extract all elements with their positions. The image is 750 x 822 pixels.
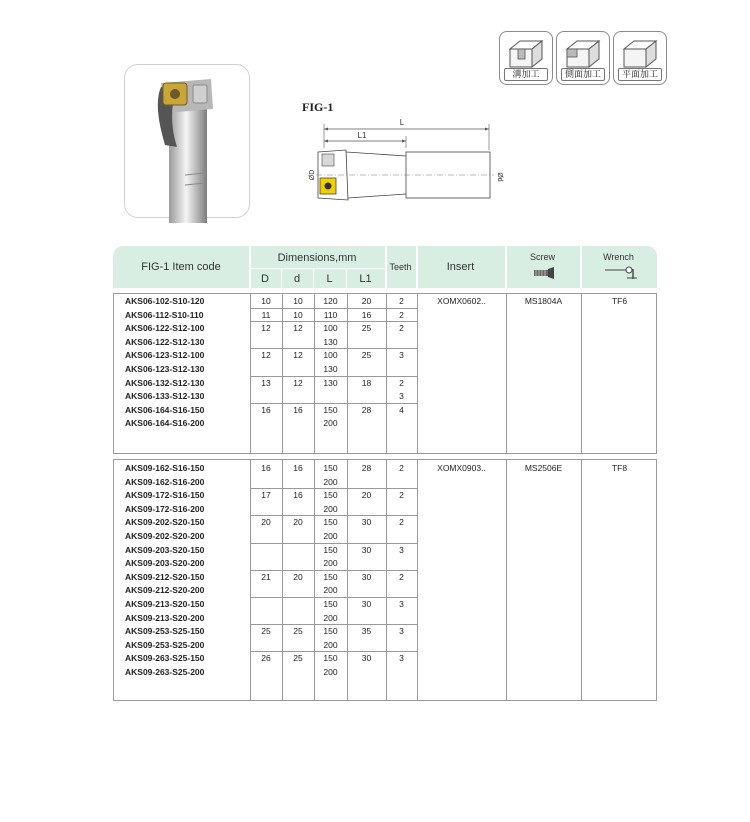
table-row	[114, 404, 656, 417]
cell-L: 100	[323, 350, 338, 361]
cell-teeth: 2	[399, 323, 404, 334]
dim-L-label: L	[399, 118, 405, 127]
cell-L: 200	[323, 667, 338, 677]
item-code: AKS06-123-S12-100	[125, 350, 205, 361]
flat-block-icon	[620, 35, 660, 69]
figure-label: FIG-1	[302, 100, 334, 114]
cell-L: 150	[323, 404, 338, 415]
table-row	[114, 544, 656, 557]
table-row	[114, 598, 656, 611]
item-code: AKS09-212-S20-150	[125, 571, 205, 582]
cell-L1: 30	[361, 571, 372, 582]
item-code: AKS06-132-S12-130	[125, 377, 205, 388]
header-item-code: FIG-1 Item code	[141, 261, 221, 273]
cell-teeth: 3	[399, 350, 404, 361]
cell-teeth: 2	[399, 309, 404, 320]
item-code: AKS09-162-S16-200	[125, 476, 205, 487]
cell-L: 150	[323, 463, 338, 473]
header-col-L: L	[326, 273, 333, 285]
cell-D: 10	[261, 296, 271, 306]
cell-teeth: 2	[399, 377, 404, 388]
cell-L1: 30	[361, 599, 372, 609]
cell-d: 25	[293, 653, 303, 664]
screw-icon	[533, 266, 557, 280]
wrench-icon	[603, 266, 639, 280]
cell-L1: 25	[361, 323, 372, 334]
item-code: AKS06-133-S12-130	[125, 391, 205, 402]
table-row	[114, 309, 656, 322]
cell-D: 21	[261, 571, 271, 582]
cell-L: 200	[323, 503, 338, 514]
item-code: AKS09-263-S25-200	[125, 667, 205, 677]
cell-d: 20	[293, 571, 303, 582]
table-row	[114, 652, 656, 665]
badge-slot	[499, 31, 553, 85]
cell-D: 13	[261, 377, 271, 388]
cell-D: 25	[261, 626, 271, 637]
table-group-aks06	[113, 293, 657, 454]
cell-d: 12	[293, 350, 303, 361]
cell-L: 200	[323, 612, 338, 623]
product-photo	[124, 64, 250, 218]
cell-L: 200	[323, 558, 338, 569]
cell-L1: 18	[361, 377, 372, 388]
cell-teeth: 2	[399, 463, 404, 473]
dimension-drawing	[296, 112, 503, 212]
item-code: AKS09-212-S20-200	[125, 585, 205, 596]
table-row	[114, 612, 656, 625]
table-header	[113, 246, 657, 288]
header-wrench: Wrench	[603, 252, 634, 262]
header-dimensions: Dimensions,mm	[277, 252, 357, 264]
cell-L1: 25	[361, 350, 372, 361]
item-code: AKS09-213-S20-200	[125, 612, 205, 623]
cell-screw: MS2506E	[524, 463, 563, 473]
cell-d: 12	[293, 377, 303, 388]
cell-L1: 30	[361, 653, 372, 664]
item-code: AKS06-122-S12-130	[125, 336, 205, 347]
item-code: AKS09-203-S20-200	[125, 558, 205, 569]
table-row	[114, 336, 656, 349]
cell-L: 130	[323, 336, 338, 347]
cell-L: 150	[323, 517, 338, 528]
cell-D: 12	[261, 350, 271, 361]
cell-L1: 30	[361, 544, 372, 555]
cell-d: 20	[293, 517, 303, 528]
table-row	[114, 571, 656, 584]
item-code: AKS09-202-S20-200	[125, 531, 205, 541]
header-col-d: d	[293, 273, 301, 285]
cell-D: 26	[261, 653, 271, 664]
table-row	[114, 417, 656, 430]
item-code: AKS06-164-S16-200	[125, 418, 205, 429]
cell-D: 17	[261, 490, 271, 501]
cell-L: 150	[323, 544, 338, 555]
cell-screw: MS1804A	[524, 296, 563, 306]
table-group-aks09	[113, 459, 657, 701]
cell-wrench: TF8	[611, 463, 628, 473]
cell-teeth: 4	[399, 404, 404, 415]
dim-L1-label: L1	[357, 131, 367, 140]
cell-L: 200	[323, 476, 338, 487]
item-code: AKS09-253-S25-200	[125, 639, 205, 650]
cell-L: 150	[323, 571, 338, 582]
cell-D: 20	[261, 517, 271, 528]
table-row	[114, 390, 656, 403]
cell-insert: XOMX0903..	[437, 463, 486, 473]
cell-D: 16	[261, 463, 271, 473]
cell-teeth: 3	[399, 626, 404, 637]
item-code: AKS06-122-S12-100	[125, 323, 205, 334]
cell-D: 16	[261, 404, 271, 415]
table-row	[114, 476, 656, 489]
cell-L1: 16	[361, 309, 372, 320]
cell-d: 16	[293, 490, 303, 501]
cell-d: 16	[293, 463, 303, 473]
table-row	[114, 503, 656, 516]
table-row	[114, 489, 656, 502]
header-teeth: Teeth	[389, 262, 412, 272]
cell-L: 150	[323, 626, 338, 637]
cell-teeth: 2	[399, 490, 404, 501]
item-code: AKS09-202-S20-150	[125, 517, 205, 528]
cell-d: 16	[293, 404, 303, 415]
cell-L1: 35	[361, 626, 372, 637]
table-row	[114, 557, 656, 570]
cell-D: 12	[261, 323, 271, 334]
cell-d: 12	[293, 323, 303, 334]
header-insert: Insert	[446, 261, 475, 273]
cell-teeth: 3	[399, 544, 404, 555]
item-code: AKS06-112-S10-110	[125, 309, 204, 320]
table-row	[114, 530, 656, 543]
cell-teeth: 2	[399, 517, 404, 528]
badge-label-face: 平面加工	[618, 68, 662, 81]
cell-teeth: 2	[399, 571, 404, 582]
cell-L1: 20	[361, 296, 372, 306]
cell-L: 120	[323, 296, 338, 306]
badge-label-slot: 溝加工	[504, 68, 548, 81]
header-col-D: D	[261, 273, 269, 285]
cell-insert: XOMX0602..	[437, 296, 486, 306]
cell-d: 25	[293, 626, 303, 637]
item-code: AKS09-203-S20-150	[125, 544, 205, 555]
cell-L: 200	[323, 418, 338, 429]
cell-L1: 28	[361, 463, 372, 473]
badge-side	[556, 31, 610, 85]
item-code: AKS06-123-S12-130	[125, 364, 205, 374]
header-screw: Screw	[529, 252, 555, 262]
cell-wrench: TF6	[611, 296, 628, 306]
item-code: AKS09-172-S16-150	[125, 490, 205, 501]
dim-D-label: ØD	[309, 169, 316, 181]
cell-L: 150	[323, 490, 338, 501]
cell-L: 200	[323, 531, 338, 541]
cell-L: 100	[323, 323, 338, 334]
table-row	[114, 639, 656, 652]
item-code: AKS09-172-S16-200	[125, 503, 205, 514]
end-mill-image	[125, 65, 249, 217]
cell-L: 130	[323, 364, 338, 374]
table-row	[114, 377, 656, 390]
slot-block-icon	[506, 35, 546, 69]
cell-teeth: 3	[399, 653, 404, 664]
cell-L1: 28	[361, 404, 372, 415]
table-row	[114, 516, 656, 529]
cell-teeth: 3	[399, 391, 404, 402]
cell-d: 10	[293, 296, 303, 306]
cell-L: 200	[323, 639, 338, 650]
table-row	[114, 322, 656, 335]
dim-d-label: Ød	[496, 172, 503, 182]
cell-L: 200	[323, 585, 338, 596]
cell-D: 11	[261, 309, 271, 320]
machining-type-badges	[499, 31, 667, 85]
table-row	[114, 349, 656, 362]
badge-face	[613, 31, 667, 85]
cell-L: 150	[323, 599, 338, 609]
item-code: AKS09-213-S20-150	[125, 599, 205, 609]
item-code: AKS09-253-S25-150	[125, 626, 205, 637]
header-col-L1: L1	[359, 273, 372, 285]
table-row	[114, 584, 656, 597]
item-code: AKS09-263-S25-150	[125, 653, 205, 664]
table-row	[114, 625, 656, 638]
badge-label-side: 側面加工	[561, 68, 605, 81]
cell-teeth: 2	[399, 296, 404, 306]
cell-L: 150	[323, 653, 338, 664]
cell-teeth: 3	[399, 599, 404, 609]
step-block-icon	[563, 35, 603, 69]
cell-L: 110	[323, 309, 338, 320]
table-row	[114, 666, 656, 679]
table-row	[114, 363, 656, 376]
cell-d: 10	[293, 309, 303, 320]
item-code: AKS06-102-S10-120	[125, 296, 205, 306]
item-code: AKS09-162-S16-150	[125, 463, 205, 473]
cell-L: 130	[323, 377, 338, 388]
cell-L1: 20	[361, 490, 372, 501]
cell-L1: 30	[361, 517, 372, 528]
item-code: AKS06-164-S16-150	[125, 404, 205, 415]
